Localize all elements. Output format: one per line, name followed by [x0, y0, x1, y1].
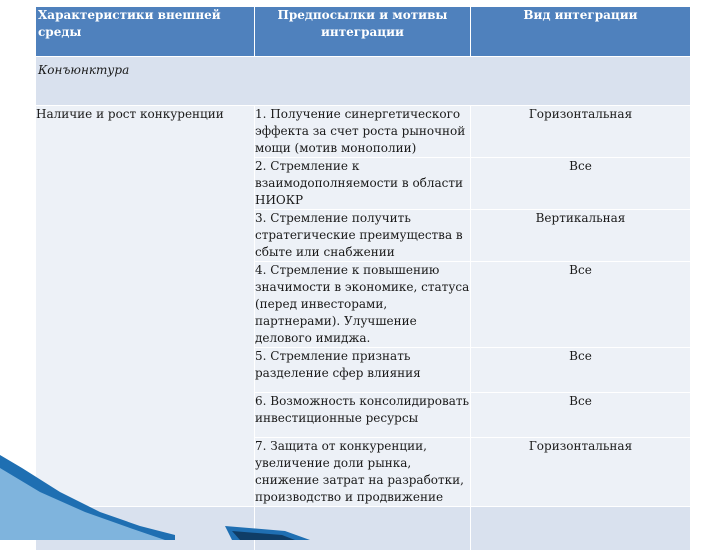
type-cell: Вертикальная: [471, 210, 691, 262]
motive-cell: 2. Стремление к взаимодополняемости в области НИОКР: [255, 158, 471, 210]
empty-cell: [36, 507, 255, 551]
header-motives: Предпосылки и мотивы интеграции: [255, 7, 471, 57]
factor-cell: Наличие и рост конкуренции: [36, 106, 255, 507]
empty-cell: [255, 507, 471, 551]
type-cell: Все: [471, 393, 691, 438]
motive-cell: 6. Возможность консолидировать инвестиционные ресурсы: [255, 393, 471, 438]
motive-cell: 5. Стремление признать разделение сфер влияния: [255, 348, 471, 393]
type-cell: Все: [471, 348, 691, 393]
footer-row: [36, 507, 691, 551]
motive-cell: 3. Стремление получить стратегические преимущества в сбыте или снабжении: [255, 210, 471, 262]
header-row: [36, 7, 691, 57]
type-cell: Горизонтальная: [471, 106, 691, 158]
table-row: [36, 106, 691, 158]
type-cell: Горизонтальная: [471, 438, 691, 507]
section-row: [36, 57, 691, 106]
empty-cell: [471, 507, 691, 551]
header-environment: Характеристики внешней среды: [36, 7, 255, 57]
section-label: Конъюнктура: [36, 57, 691, 106]
motive-cell: 7. Защита от конкуренции, увеличение доли рынка, снижение затрат на разработки, производство и продвижение: [255, 438, 471, 507]
integration-table: [35, 6, 691, 551]
motive-cell: 1. Получение синергетического эффекта за счет роста рыночной мощи (мотив монополии): [255, 106, 471, 158]
type-cell: Все: [471, 158, 691, 210]
motive-cell: 4. Стремление к повышению значимости в экономике, статуса (перед инвесторами, партнерами). Улучшение делового имиджа.: [255, 262, 471, 348]
header-integration-type: Вид интеграции: [471, 7, 691, 57]
type-cell: Все: [471, 262, 691, 348]
